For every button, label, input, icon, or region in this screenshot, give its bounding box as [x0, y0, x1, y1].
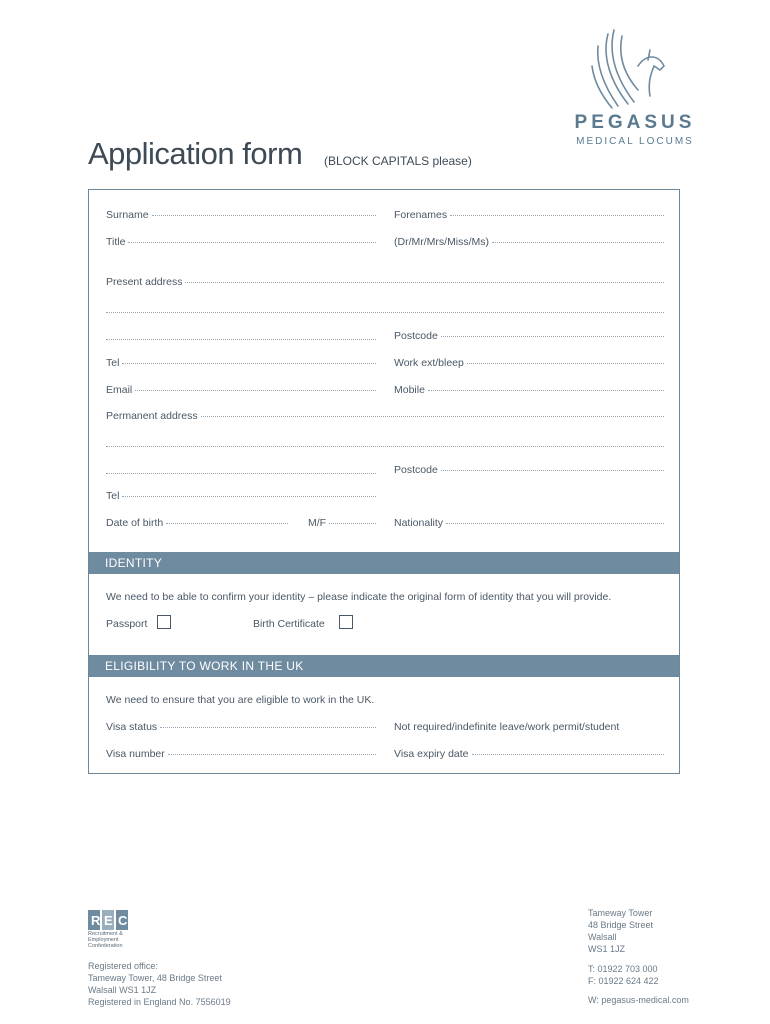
mobile-label: Mobile	[394, 384, 425, 396]
present-address-line-2[interactable]	[106, 312, 664, 313]
visa-number-field[interactable]	[106, 748, 376, 760]
rec-text: Recruitment & Employment Confederation	[88, 931, 123, 949]
nationality-field[interactable]	[394, 517, 664, 529]
surname-label: Surname	[106, 209, 149, 221]
title-options-field[interactable]	[394, 236, 664, 248]
visa-status-field[interactable]	[106, 721, 376, 733]
visa-expiry-label: Visa expiry date	[394, 748, 469, 760]
fax: F: 01922 624 422	[588, 976, 659, 986]
email-label: Email	[106, 384, 133, 396]
pegasus-horse-icon	[588, 26, 678, 112]
title-field[interactable]	[106, 236, 376, 248]
website[interactable]: W: pegasus-medical.com	[588, 995, 689, 1005]
registered-office: Registered office: Tameway Tower, 48 Bridge Street Walsall WS1 1JZ Registered in England No. 7556019	[88, 961, 231, 1007]
work-ext-field[interactable]	[394, 357, 664, 369]
tel-field-2[interactable]	[106, 490, 376, 502]
mf-label: M/F	[308, 517, 327, 529]
postcode-field-1[interactable]	[394, 330, 664, 342]
title-label: Title	[106, 236, 126, 248]
visa-options-text: Not required/indefinite leave/work permit/student	[394, 721, 620, 733]
dob-label: Date of birth	[106, 517, 164, 529]
brand-name: PEGASUS	[574, 112, 696, 133]
email-field[interactable]	[106, 384, 376, 396]
svg-text:E: E	[104, 913, 113, 928]
postcode-label-1: Postcode	[394, 330, 438, 342]
eligibility-text: We need to ensure that you are eligible to work in the UK.	[106, 694, 375, 706]
tel-field-1[interactable]	[106, 357, 376, 369]
dob-field[interactable]	[106, 517, 288, 529]
birth-certificate-label: Birth Certificate	[253, 618, 325, 630]
eligibility-heading: ELIGIBILITY TO WORK IN THE UK	[89, 655, 679, 677]
postcode-label-2: Postcode	[394, 464, 438, 476]
rec-logo-icon	[88, 910, 130, 930]
tel-label-2: Tel	[106, 490, 120, 502]
present-address-line-3[interactable]	[106, 339, 376, 340]
svg-text:R: R	[91, 913, 101, 928]
title-options-label: (Dr/Mr/Mrs/Miss/Ms)	[394, 236, 490, 248]
permanent-address-line-2[interactable]	[106, 446, 664, 447]
passport-checkbox[interactable]	[157, 615, 171, 629]
telephone: T: 01922 703 000	[588, 964, 658, 974]
contact-numbers	[588, 963, 659, 987]
svg-text:C: C	[118, 913, 128, 928]
tel-label-1: Tel	[106, 357, 120, 369]
visa-status-label: Visa status	[106, 721, 158, 733]
work-ext-label: Work ext/bleep	[394, 357, 464, 369]
present-address-field[interactable]	[106, 276, 664, 288]
page-subtitle: (BLOCK CAPITALS please)	[324, 154, 472, 168]
present-address-label: Present address	[106, 276, 183, 288]
identity-text: We need to be able to confirm your identity – please indicate the original form of identity that you will provide.	[106, 591, 612, 603]
surname-field[interactable]	[106, 209, 376, 221]
permanent-address-line-3[interactable]	[106, 473, 376, 474]
mobile-field[interactable]	[394, 384, 664, 396]
nationality-label: Nationality	[394, 517, 444, 529]
brand-tagline: MEDICAL LOCUMS	[576, 136, 694, 147]
identity-heading: IDENTITY	[89, 552, 679, 574]
permanent-address-label: Permanent address	[106, 410, 198, 422]
forenames-field[interactable]	[394, 209, 664, 221]
visa-number-label: Visa number	[106, 748, 165, 760]
page-title: Application form	[88, 136, 303, 171]
mf-field[interactable]	[308, 517, 376, 529]
birth-certificate-checkbox[interactable]	[339, 615, 353, 629]
office-address: Tameway Tower 48 Bridge Street Walsall WS1 1JZ	[588, 908, 654, 954]
visa-expiry-field[interactable]	[394, 748, 664, 760]
permanent-address-field[interactable]	[106, 410, 664, 422]
postcode-field-2[interactable]	[394, 464, 664, 476]
forenames-label: Forenames	[394, 209, 448, 221]
passport-label: Passport	[106, 618, 148, 630]
